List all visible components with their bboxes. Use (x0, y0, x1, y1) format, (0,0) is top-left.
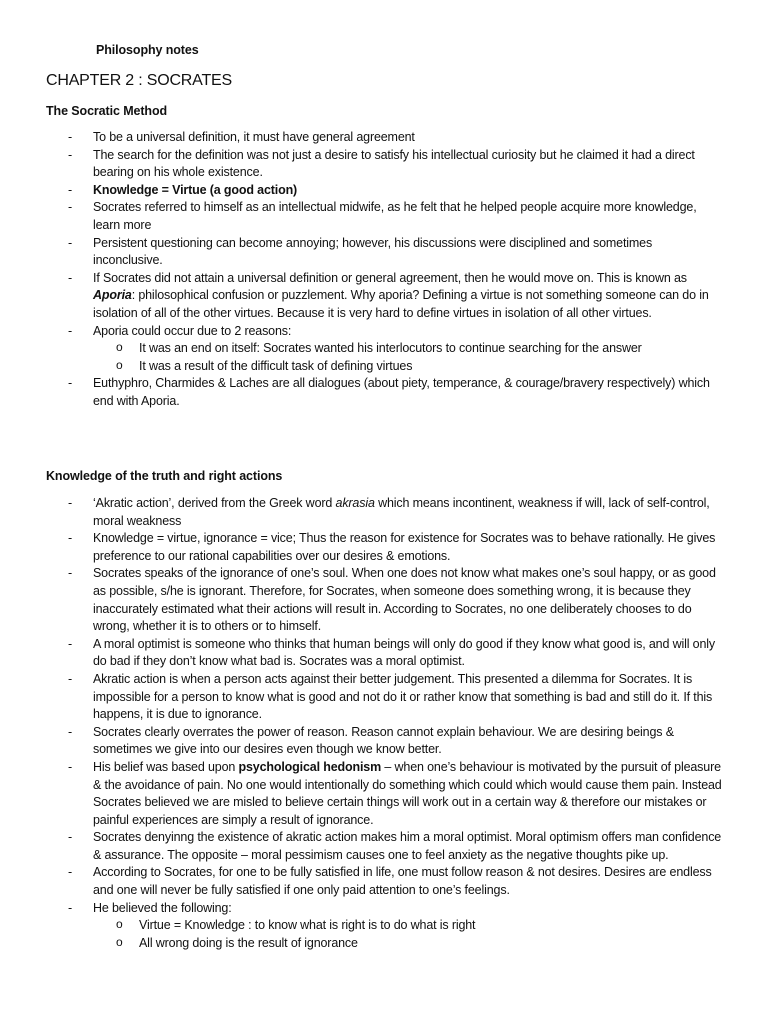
list-item-text: A moral optimist is someone who thinks that human beings will only do good if they know what good is, and will only do bad if they don’t know what bad is. Socrates was a moral optimist. (93, 636, 715, 669)
list-item-text: His belief was based upon (93, 759, 239, 774)
list-item (0, 530, 723, 565)
list-item (0, 495, 723, 530)
list-item-text: If Socrates did not attain a universal definition or general agreement, then he would move on. This is known as (93, 270, 687, 285)
list-item-text: He believed the following: (93, 900, 232, 915)
list-item (0, 759, 723, 829)
list-item (0, 147, 723, 182)
sub-list (93, 917, 723, 952)
emphasized-term: Aporia (93, 288, 132, 303)
list-item-text: Socrates denyinng the existence of akratic action makes him a moral optimist. Moral optimism offers man confidence & assurance. The opposite – moral pessimism causes one to feel anxiety as the negative thoughts pike up. (93, 830, 722, 862)
sub-list-item: o It was an end on itself: Socrates wanted his interlocutors to continue searching for the answer (93, 340, 723, 358)
list-item-text: Knowledge = virtue, ignorance = vice; Thus the reason for existence for Socrates was to behave rationally. He gives preference to our rational capabilities over our desires & emotions. (93, 531, 716, 563)
list-item (0, 375, 723, 410)
list-item-text: Knowledge = Virtue (a good action) (93, 182, 298, 197)
list-item-text: Euthyphro, Charmides & Laches are all dialogues (about piety, temperance, & courage/bravery respectively) which end with Aporia. (93, 376, 710, 408)
list-item (0, 864, 723, 899)
sub-list-item: o It was a result of the difficult task of defining virtues (93, 358, 723, 376)
list-item (0, 900, 723, 953)
list-item-text: Socrates speaks of the ignorance of one’s soul. When one does not know what makes one’s soul happy, or as good as possible, s/he is ignorant. Therefore, for Socrates, when someone does something wrong, it is because they inaccurately estimated what their actions will result in. According to Socrates, no one deliberately chooses to do wrong, whether it is to others or to himself. (93, 566, 716, 634)
list-item-text: Socrates clearly overrates the power of reason. Reason cannot explain behaviour. We are desiring beings & sometimes we give into our desires even though we know better. (93, 724, 674, 757)
list-item (0, 182, 723, 200)
knowledge-truth-list (0, 495, 768, 952)
list-item-text: – when one’s behaviour is motivated by the pursuit of pleasure & the avoidance of pain. No one would intentionally do something which could which would cause them pain. Instead Socrates believed we are misled to believe certain things will work out in a certain way & therefore our mistakes or painful experiences are simply a result of ignorance. (93, 759, 722, 827)
list-item (0, 565, 723, 635)
list-item-text: : philosophical confusion or puzzlement. Why aporia? Defining a virtue is not something someone can do in isolation of all of the other virtues. Because it is very hard to define virtues in isolation of all other virtues. (93, 288, 709, 320)
list-item (0, 129, 723, 147)
sub-list-item: o Virtue = Knowledge : to know what is right is to do what is right (93, 917, 723, 935)
bold-term: psychological hedonism (238, 759, 382, 774)
list-item (0, 270, 723, 323)
list-item (0, 636, 723, 671)
list-item (0, 199, 723, 234)
list-item-text: Persistent questioning can become annoying; however, his discussions were disciplined and sometimes inconclusive. (93, 235, 653, 268)
list-item-text: To be a universal definition, it must have general agreement (93, 130, 415, 144)
list-item-text: Akratic action is when a person acts against their better judgement. This presented a dilemma for Socrates. It is impossible for a person to know what is good and not do it or rather know that something is bad and still do it. If this happens, it is due to ignorance. (93, 671, 713, 722)
socratic-method-list (0, 129, 768, 411)
section-heading-socratic-method: The Socratic Method (46, 104, 168, 118)
list-item (0, 724, 723, 759)
list-item (0, 323, 723, 376)
list-item (0, 671, 723, 724)
list-item (0, 235, 723, 270)
list-item-text: According to Socrates, for one to be fully satisfied in life, one must follow reason & not desires. Desires are endless and one will never be fully satisfied if one only paid attention to one’s feelings. (93, 865, 712, 898)
chapter-title: CHAPTER 2 : SOCRATES (46, 72, 232, 89)
list-item-text: ‘Akratic action’, derived from the Greek word (93, 496, 336, 510)
sub-list-item: o All wrong doing is the result of ignorance (93, 935, 723, 953)
emphasized-term: akrasia (335, 496, 375, 510)
list-item-text: Aporia could occur due to 2 reasons: (93, 323, 292, 338)
list-item (0, 829, 723, 864)
section-heading-knowledge-truth: Knowledge of the truth and right actions (46, 469, 283, 483)
document-header: Philosophy notes (96, 43, 199, 57)
list-item-text: The search for the definition was not just a desire to satisfy his intellectual curiosity but he claimed it had a direct bearing on his whole existence. (93, 147, 695, 180)
sub-list (93, 340, 723, 375)
list-item-text: Socrates referred to himself as an intellectual midwife, as he felt that he helped people acquire more knowledge, learn more (93, 200, 697, 232)
list-item-text: which means incontinent, weakness if will, lack of self-control, moral weakness (93, 496, 710, 528)
